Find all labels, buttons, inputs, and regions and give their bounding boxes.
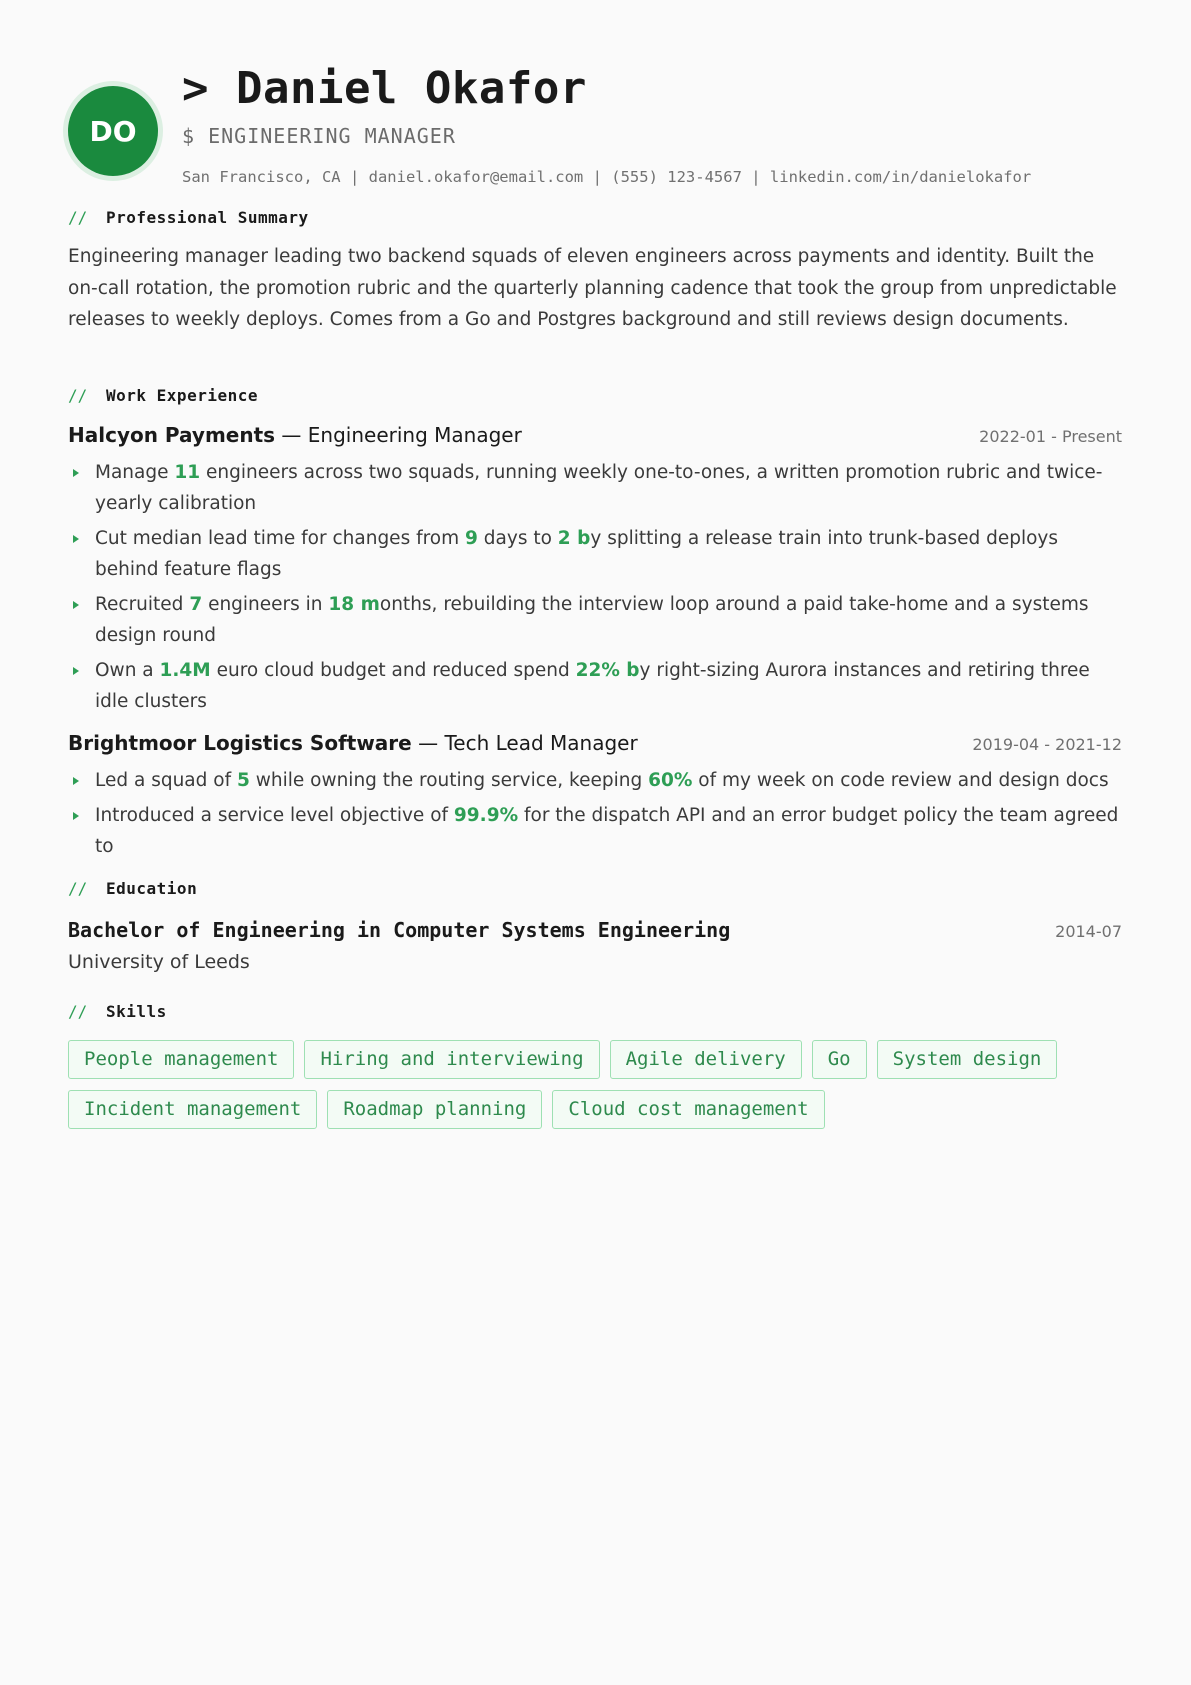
company-name: Brightmoor Logistics Software	[68, 731, 412, 755]
role-title: Tech Lead Manager	[444, 731, 638, 755]
experience-section	[68, 383, 1122, 862]
skill-tag: Roadmap planning	[327, 1090, 542, 1129]
section-heading	[68, 876, 1122, 900]
bullet-text: Manage	[95, 462, 175, 483]
role-separator: —	[411, 731, 445, 755]
bullet-text: Recruited	[95, 594, 190, 615]
job-title: $ ENGINEERING MANAGER	[182, 124, 456, 148]
skill-tag: Go	[812, 1040, 867, 1079]
bullet-text: engineers across two squads, running weekly one-to-ones, a written promotion rubric and twice-yearly calibration	[95, 462, 1103, 514]
skills-section	[68, 999, 1122, 1140]
bullet-arrow-icon	[73, 535, 79, 543]
bullet-arrow-icon	[73, 777, 79, 785]
bullet-arrow-icon	[73, 601, 79, 609]
achievement-item	[68, 523, 1122, 585]
achievement-item	[68, 800, 1122, 862]
achievement-item	[68, 457, 1122, 519]
bullet-arrow-icon	[73, 667, 79, 675]
avatar	[68, 86, 158, 176]
bullet-text: of my week on code review and design docs	[692, 770, 1109, 791]
bullet-text: Introduced a service level objective of	[95, 805, 454, 826]
bullet-arrow-icon	[73, 812, 79, 820]
section-slash: //	[68, 385, 88, 405]
metric-highlight: 11	[174, 462, 201, 483]
bullet-text: while owning the routing service, keeping	[249, 770, 649, 791]
achievement-list	[68, 765, 1122, 862]
section-heading	[68, 383, 1122, 407]
job-header	[68, 731, 1122, 761]
skill-tag: System design	[877, 1040, 1058, 1079]
achievement-item	[68, 589, 1122, 651]
job-dates: 2022-01 - Present	[979, 427, 1122, 446]
bullet-text: Cut median lead time for changes from	[95, 528, 466, 549]
achievement-item	[68, 765, 1122, 796]
metric-highlight: 18 m	[328, 594, 380, 615]
metric-highlight: 2 b	[557, 528, 591, 549]
job-entry	[68, 423, 1122, 717]
metric-highlight: 99.9%	[453, 805, 519, 826]
job-dates: 2019-04 - 2021-12	[972, 735, 1122, 754]
bullet-text: y splitting a release train into trunk-based deploys behind feature flags	[95, 528, 1058, 580]
skill-tag: Incident management	[68, 1090, 317, 1129]
bullet-text: euro cloud budget and reduced spend	[210, 660, 576, 681]
metric-highlight: 7	[189, 594, 203, 615]
bullet-text: days to	[477, 528, 558, 549]
avatar-initials: DO	[89, 114, 137, 148]
bullet-text: onths, rebuilding the interview loop around a paid take-home and a systems design round	[95, 594, 1089, 646]
education-heading: Education	[106, 878, 198, 898]
graduation-date: 2014-07	[1055, 922, 1122, 941]
education-section	[68, 876, 1122, 976]
skill-tag: People management	[68, 1040, 294, 1079]
section-slash: //	[68, 878, 88, 898]
company-name: Halcyon Payments	[68, 423, 276, 447]
metric-highlight: 9	[465, 528, 478, 549]
metric-highlight: 22% b	[575, 660, 640, 681]
bullet-text: Led a squad of	[95, 770, 237, 791]
achievement-list	[68, 457, 1122, 717]
education-header	[68, 918, 1122, 948]
skills-heading: Skills	[106, 1001, 167, 1021]
resume-header	[182, 58, 1127, 188]
section-slash: //	[68, 207, 88, 227]
bullet-arrow-icon	[73, 469, 79, 477]
section-heading	[68, 999, 1122, 1023]
skill-tag: Hiring and interviewing	[304, 1040, 599, 1079]
summary-section	[68, 205, 1122, 336]
role-separator: —	[275, 423, 308, 447]
metric-highlight: 60%	[648, 770, 693, 791]
section-slash: //	[68, 1001, 88, 1021]
skills-list	[68, 1040, 1122, 1140]
metric-highlight: 5	[236, 770, 250, 791]
metric-highlight: 1.4M	[159, 660, 211, 681]
candidate-name: > Daniel Okafor	[182, 63, 587, 114]
section-heading	[68, 205, 1122, 229]
school-name: University of Leeds	[68, 951, 250, 973]
job-header	[68, 423, 1122, 453]
job-entry	[68, 731, 1122, 862]
summary-text: Engineering manager leading two backend squads of eleven engineers across payments and identity. Built the on-call rotation, the promotion rubric and the quarterly planning cadence that took the group from unpredictable releases to weekly deploys. Comes from a Go and Postgres background and still reviews design documents.	[68, 246, 1117, 330]
skill-tag: Agile delivery	[610, 1040, 802, 1079]
bullet-text: for the dispatch API and an error budget policy the team agreed to	[95, 805, 1119, 857]
contact-line: San Francisco, CA | daniel.okafor@email.com | (555) 123-4567 | linkedin.com/in/danielokafor	[182, 168, 1032, 186]
role-title: Engineering Manager	[307, 423, 522, 447]
bullet-text: y right-sizing Aurora instances and retiring three idle clusters	[95, 660, 1090, 712]
summary-heading: Professional Summary	[106, 207, 309, 227]
skill-tag: Cloud cost management	[552, 1090, 824, 1129]
degree-title: Bachelor of Engineering in Computer Systems Engineering	[68, 918, 731, 942]
bullet-text: Own a	[95, 660, 160, 681]
achievement-item	[68, 655, 1122, 717]
bullet-text: engineers in	[202, 594, 329, 615]
experience-heading: Work Experience	[106, 385, 258, 405]
